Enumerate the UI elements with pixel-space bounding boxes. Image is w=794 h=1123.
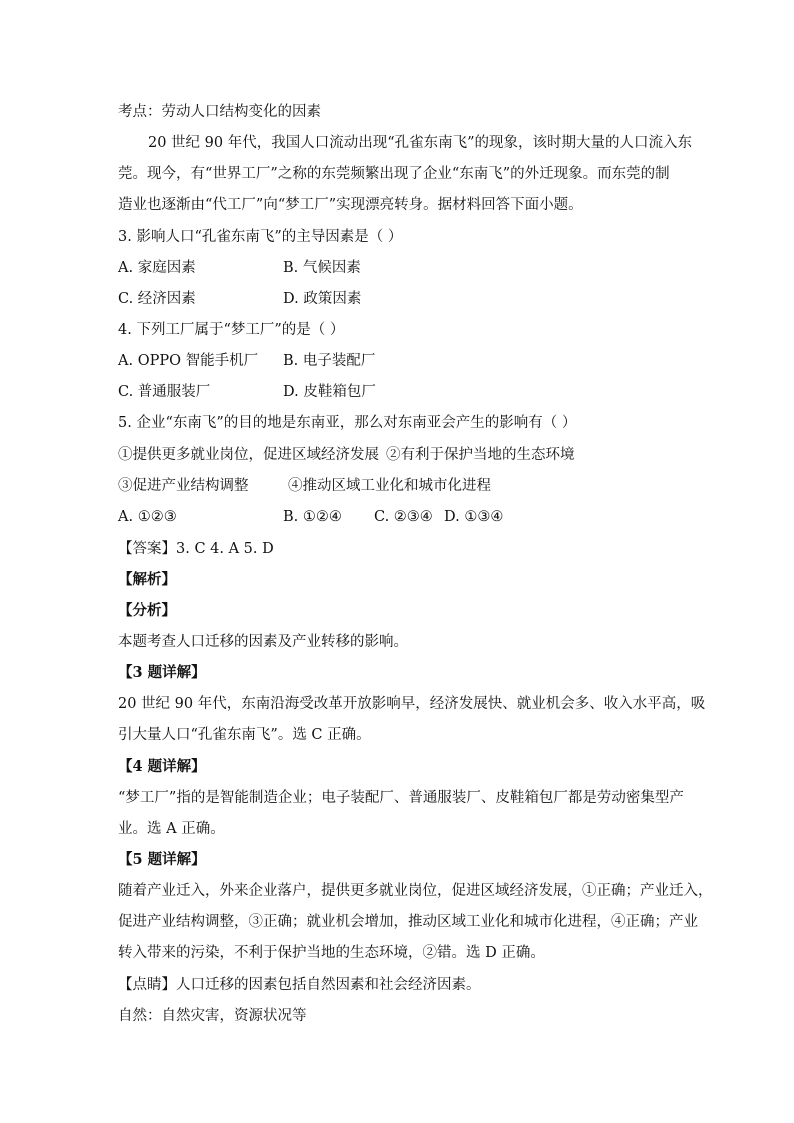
q4-option-d: D. 皮鞋箱包厂	[283, 384, 376, 400]
fenxi-heading: 【分析】	[118, 602, 176, 619]
fenxi-text: 本题考查人口迁移的因素及产业转移的影响。	[118, 634, 408, 650]
question-5-items-row-1	[118, 445, 575, 465]
detail-5-heading: 【5 题详解】	[118, 851, 206, 868]
material-line-2: 莞。现今，有“世界工厂”之称的东莞频繁出现了企业“东南飞”的外迁现象。而东莞的制	[118, 166, 670, 182]
detail-3-heading: 【3 题详解】	[118, 664, 206, 681]
material-line-3: 造业也逐渐由“代工厂”向“梦工厂”实现漂亮转身。据材料回答下面小题。	[118, 197, 583, 213]
q5-item-2: ②有利于保护当地的生态环境	[386, 447, 575, 463]
material-line-1: 20 世纪 90 年代，我国人口流动出现“孔雀东南飞”的现象，该时期大量的人口流入东	[148, 135, 693, 151]
question-3-stem: 3. 影响人口“孔雀东南飞”的主导因素是（ ）	[118, 229, 403, 245]
detail-4-heading: 【4 题详解】	[118, 758, 206, 775]
detail-3-line-2: 引大量人口“孔雀东南飞”。选 C 正确。	[118, 727, 371, 743]
detail-5-line-1: 随着产业迁入，外来企业落户，提供更多就业岗位，促进区域经济发展，①正确；产业迁入，	[118, 883, 713, 899]
q3-option-c: C. 经济因素	[118, 291, 196, 307]
question-4-stem: 4. 下列工厂属于“梦工厂”的是（ ）	[118, 322, 345, 338]
question-5-items-row-2	[118, 476, 491, 496]
q3-option-a: A. 家庭因素	[118, 260, 196, 276]
question-5-stem: 5. 企业“东南飞”的目的地是东南亚，那么对东南亚会产生的影响有（ ）	[118, 415, 577, 431]
detail-4-line-2: 业。选 A 正确。	[118, 821, 225, 837]
question-5-options	[118, 507, 504, 527]
q5-option-b: B. ①②④	[283, 509, 342, 525]
q5-option-a: A. ①②③	[118, 509, 177, 525]
question-4-options-row-2	[118, 382, 376, 402]
q3-option-d: D. 政策因素	[283, 291, 362, 307]
question-4-options-row-1	[118, 351, 376, 371]
q4-option-a: A. OPPO 智能手机厂	[118, 353, 259, 369]
q5-item-1: ①提供更多就业岗位，促进区域经济发展	[118, 447, 379, 463]
question-3-options-row-2	[118, 289, 362, 309]
q4-option-b: B. 电子装配厂	[283, 353, 376, 369]
q5-item-3: ③促进产业结构调整	[118, 478, 249, 494]
q5-option-c: C. ②③④	[374, 509, 433, 525]
kaodian-line: 考点：劳动人口结构变化的因素	[118, 104, 321, 120]
detail-5-line-2: 促进产业结构调整，③正确；就业机会增加，推动区域工业化和城市化进程，④正确；产业	[118, 914, 698, 930]
detail-5-line-3: 转入带来的污染，不利于保护当地的生态环境，②错。选 D 正确。	[118, 945, 545, 961]
q5-option-d: D. ①③④	[444, 509, 504, 525]
detail-3-line-1: 20 世纪 90 年代，东南沿海受改革开放影响早，经济发展快、就业机会多、收入水平高，吸	[118, 696, 706, 712]
q5-item-4: ④推动区域工业化和城市化进程	[288, 478, 491, 494]
q4-option-c: C. 普通服装厂	[118, 384, 211, 400]
q3-option-b: B. 气候因素	[283, 260, 361, 276]
question-3-options-row-1	[118, 258, 361, 278]
jiexi-heading: 【解析】	[118, 571, 176, 588]
dianjing-line: 【点睛】人口迁移的因素包括自然因素和社会经济因素。	[118, 977, 481, 993]
answer-line: 【答案】3. C 4. A 5. D	[118, 541, 274, 557]
ziran-line: 自然：自然灾害，资源状况等	[118, 1008, 307, 1024]
detail-4-line-1: “梦工厂”指的是智能制造企业；电子装配厂、普通服装厂、皮鞋箱包厂都是劳动密集型产	[118, 790, 684, 806]
